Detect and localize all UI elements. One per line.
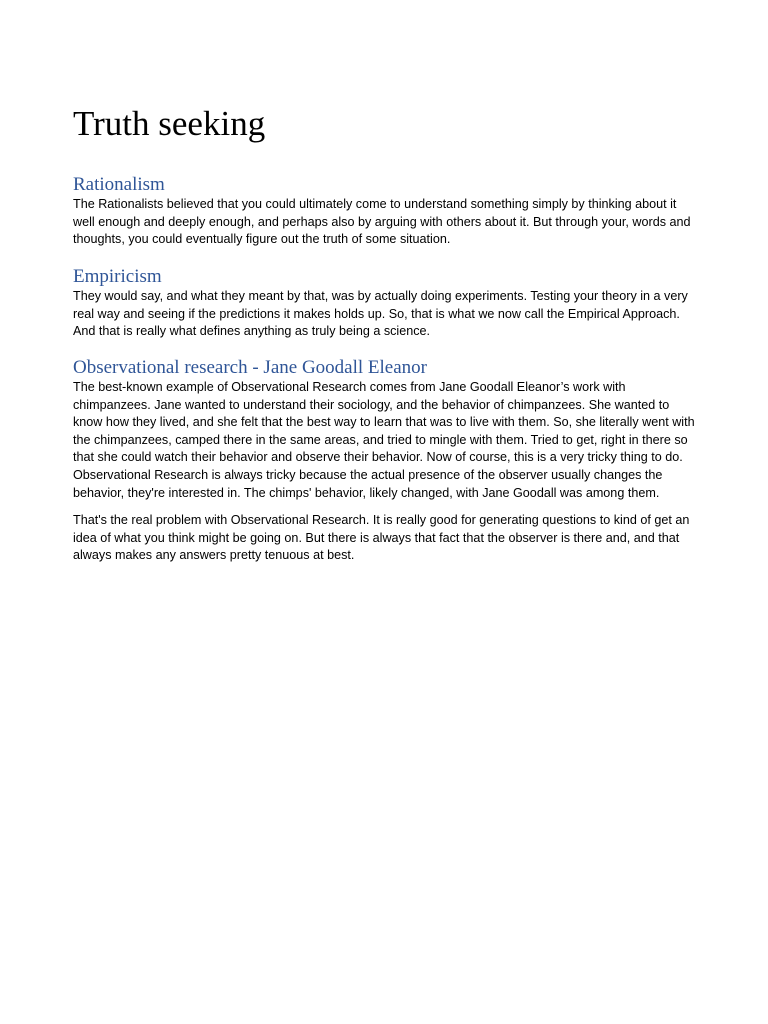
- section-empiricism: [73, 266, 697, 341]
- document-title: Truth seeking: [73, 104, 266, 143]
- section-observational-research: [73, 357, 697, 565]
- section-paragraph: The Rationalists believed that you could ultimately come to understand something simply by thinking about it well enough and deeply enough, and perhaps also by arguing with others about it. But through your, words and thoughts, you could eventually figure out the truth of some situation.: [73, 197, 691, 247]
- section-rationalism: [73, 174, 697, 249]
- section-heading-observational-research: Observational research - Jane Goodall Eleanor: [73, 357, 427, 378]
- section-paragraph: They would say, and what they meant by that, was by actually doing experiments. Testing your theory in a very real way and seeing if the predictions it makes holds up. So, that is what we now call the Empirical Approach. And that is really what defines anything as truly being a science.: [73, 289, 688, 339]
- section-heading-rationalism: Rationalism: [73, 174, 165, 195]
- section-paragraph: That's the real problem with Observational Research. It is really good for generating questions to kind of get an idea of what you think might be going on. But there is always that fact that the observer is there and, and that always makes any answers pretty tenuous at best.: [73, 513, 690, 563]
- section-heading-empiricism: Empiricism: [73, 266, 162, 287]
- section-paragraph: The best-known example of Observational Research comes from Jane Goodall Eleanor’s work with chimpanzees. Jane wanted to understand their sociology, and the behavior of chimpanzees. She wanted to know how they lived, and she felt that the best way to learn that was to live with them. So, she literally went with the chimpanzees, camped there in the same areas, and tried to mingle with them. Tried to get, right in there so that she could watch their behavior and observe their behavior. Now of course, this is a very tricky thing to do. Observational Research is always tricky because the actual presence of the observer usually changes the behavior, they're interested in. The chimps' behavior, likely changed, with Jane Goodall was among them.: [73, 380, 695, 500]
